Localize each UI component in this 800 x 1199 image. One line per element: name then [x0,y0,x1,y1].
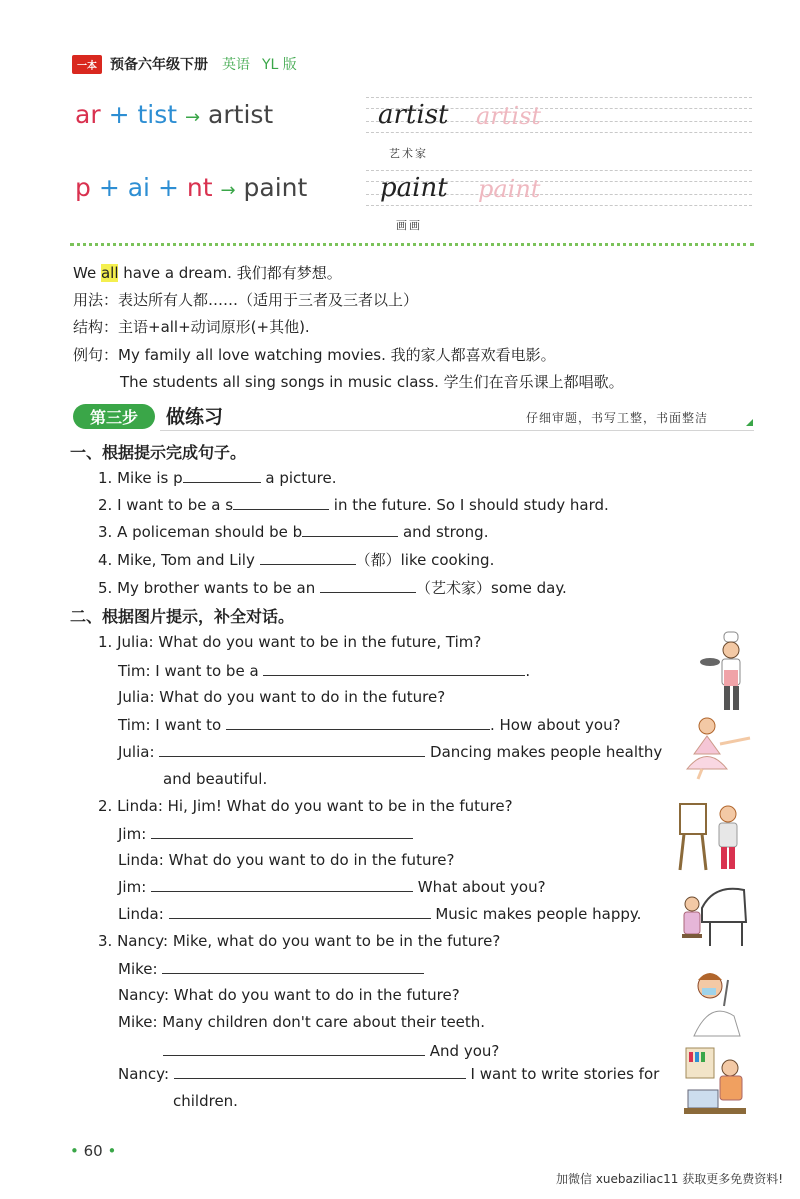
footer-watermark: 加微信 xuebaziliac11 获取更多免费资料! [556,1172,784,1186]
line-text: Mike: [118,960,163,978]
bullet-icon: • [70,1142,79,1160]
item-text: 4. Mike, Tom and Lily [98,551,260,569]
dialogue3-line6 [118,1064,659,1083]
step-rule [160,430,754,431]
line-text: Tim: I want to be a [118,662,264,680]
item-text: and strong. [398,523,489,541]
grammar-example-2: The students all sing songs in music class. 学生们在音乐课上都唱歌。 [120,373,624,391]
phonics-plus: + [108,100,130,129]
script-word-artist: artist [378,100,449,130]
page-number [70,1142,116,1160]
item-text: 3. A policeman should be b [98,523,303,541]
answer-blank[interactable] [151,877,413,892]
painter-illustration [676,800,746,872]
item-text: 2. I want to be a s [98,496,234,514]
dialogue3-line1: 3. Nancy: Mike, what do you want to be in the future? [98,932,501,950]
bullet-icon: • [107,1142,117,1160]
publisher-logo: 一本 [72,55,102,74]
section1-title: 一、根据提示完成句子。 [70,443,247,462]
edition-label: YL 版 [262,57,297,73]
page-number-text: 60 [83,1142,103,1160]
item-text: a picture. [260,469,337,487]
example-label: 例句： [73,346,119,364]
step-title: 做练习 [166,406,224,428]
line-text: Nancy: [118,1065,174,1083]
answer-blank[interactable] [159,742,425,757]
answer-blank[interactable] [233,495,329,510]
line-text: Dancing makes people healthy [425,743,663,761]
line-text: Music makes people happy. [430,905,642,923]
answer-blank[interactable] [260,550,356,565]
exercise-item-4 [98,549,494,570]
dialogue1-line3: Julia: What do you want to do in the future? [118,688,446,706]
answer-blank[interactable] [163,1041,425,1056]
answer-blank[interactable] [320,578,416,593]
dialogue1-line6: and beautiful. [163,770,268,788]
item-text: in the future. So I should study hard. [329,496,609,514]
chef-illustration [694,630,750,714]
gloss-artist: 艺术家 [389,147,428,160]
sentence-text: have a dream. 我们都有梦想。 [118,264,342,282]
line-text: What about you? [413,878,546,896]
dialogue2-line1: 2. Linda: Hi, Jim! What do you want to be in the future? [98,797,513,815]
phonics-plus: + [98,173,120,202]
step-hint: 仔细审题，书写工整，书面整洁 [526,411,709,425]
exercise-item-3 [98,522,488,541]
handwriting-line [366,132,752,133]
example-text: My family all love watching movies. 我的家人都喜欢看电影。 [118,346,556,364]
handwriting-line [366,170,752,171]
dialogue3-line3: Nancy: What do you want to do in the future? [118,986,460,1004]
dialogue1-line1: 1. Julia: What do you want to be in the future, Tim? [98,633,482,651]
handwriting-line [366,97,752,98]
line-text: And you? [425,1042,500,1060]
item-text: （艺术家）some day. [416,579,567,597]
exercise-item-2 [98,495,609,514]
line-text: Jim: [118,878,152,896]
phonics-row-paint [75,173,307,202]
dialogue2-line3: Linda: What do you want to do in the future? [118,851,455,869]
phonics-word: paint [243,173,308,202]
phonics-row-artist [75,100,273,129]
grammar-structure: 结构：主语+all+动词原形(+其他). [73,318,310,336]
line-text: Jim: [118,825,152,843]
line-text: Tim: I want to [118,716,226,734]
phonics-part: tist [137,100,178,129]
dialogue2-line5 [118,904,641,923]
answer-blank[interactable] [174,1064,466,1079]
answer-blank[interactable] [183,468,261,483]
page-header [72,52,297,76]
line-text: Linda: [118,905,169,923]
step-badge: 第三步 [73,404,155,429]
exercise-item-5 [98,577,567,598]
answer-blank[interactable] [162,959,424,974]
answer-blank[interactable] [302,522,398,537]
book-title: 预备六年级下册 [110,57,208,73]
answer-blank[interactable] [151,824,413,839]
arrow-icon: → [220,180,236,201]
section2-title: 二、根据图片提示，补全对话。 [70,607,295,626]
dialogue3-line7: children. [173,1092,238,1110]
grammar-sentence [73,262,342,283]
grammar-example-1 [73,344,556,365]
dialogue2-line2 [118,824,413,843]
dialogue1-line5 [118,742,662,761]
dancer-illustration [672,714,754,780]
highlighted-word: all [100,264,119,282]
dialogue1-line2 [118,661,530,680]
phonics-part: nt [186,173,213,202]
grammar-usage: 用法：表达所有人都……（适用于三者及三者以上） [73,291,419,309]
dotted-divider [70,243,754,246]
corner-triangle-icon [746,419,753,426]
arrow-icon: → [185,107,201,128]
dialogue3-line5 [163,1041,499,1060]
line-text: Julia: [118,743,160,761]
line-text: . [525,662,531,680]
exercise-item-1 [98,468,337,487]
pianist-illustration [674,880,750,950]
line-text: I want to write stories for [465,1065,660,1083]
handwriting-line [366,205,752,206]
dialogue3-line2 [118,959,424,978]
script-word-paint: paint [380,173,448,203]
answer-blank[interactable] [226,715,490,730]
phonics-part: p [75,173,91,202]
trace-word-artist: artist [476,102,542,130]
phonics-part: ai [127,173,150,202]
sentence-text: We [73,264,101,282]
subject-label: 英语 [222,57,250,73]
phonics-plus: + [157,173,179,202]
phonics-part: ar [75,100,101,129]
item-text: 1. Mike is p [98,469,183,487]
dialogue1-line4 [118,715,621,734]
line-text: . How about you? [489,716,621,734]
writer-illustration [684,1046,748,1118]
item-text: 5. My brother wants to be an [98,579,320,597]
dentist-illustration [684,966,748,1038]
trace-word-paint: paint [478,175,541,203]
item-text: （都）like cooking. [355,551,495,569]
answer-blank[interactable] [169,904,431,919]
phonics-word: artist [208,100,274,129]
dialogue3-line4: Mike: Many children don't care about their teeth. [118,1013,486,1031]
answer-blank[interactable] [263,661,525,676]
gloss-paint: 画画 [396,219,422,232]
dialogue2-line4 [118,877,546,896]
